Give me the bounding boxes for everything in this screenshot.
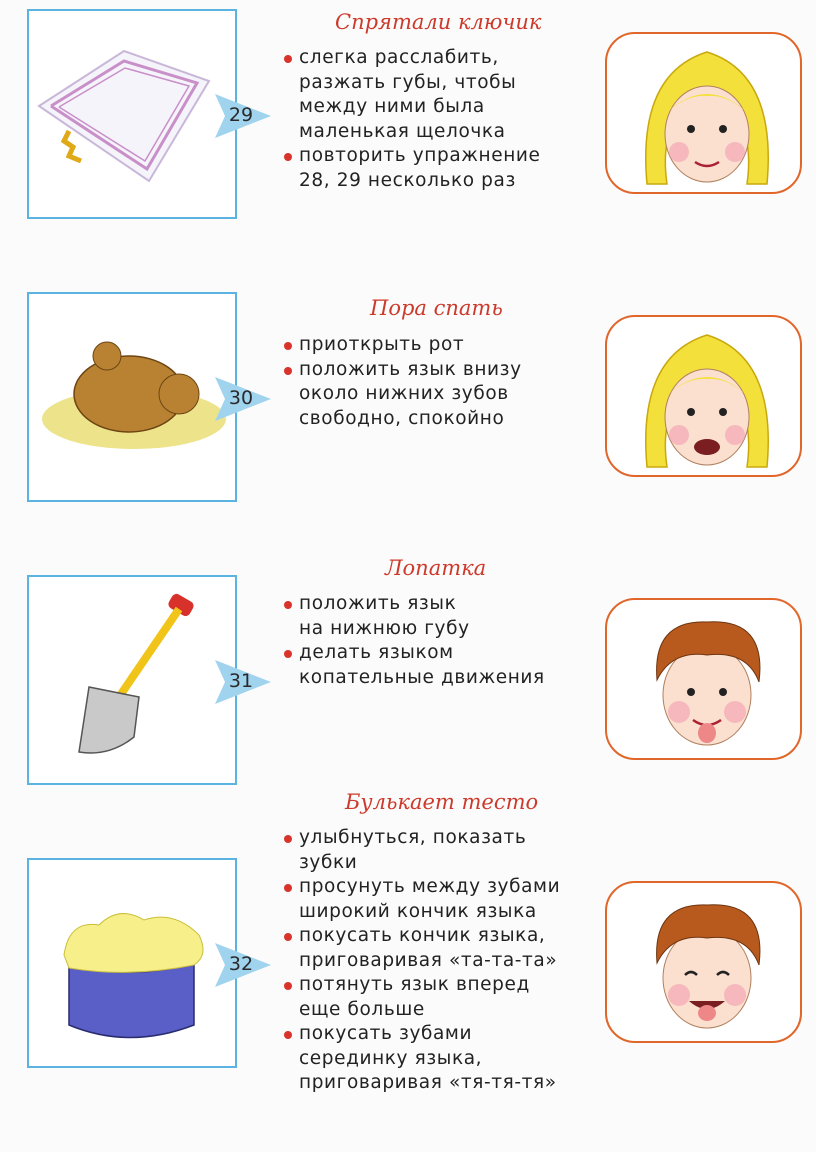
instruction-list [283, 592, 545, 690]
list-item [283, 333, 522, 358]
item-line: слегка расслабить, [299, 47, 499, 68]
list-item [283, 826, 560, 875]
bullet-icon [284, 1031, 292, 1039]
exercise-number: 30 [228, 387, 254, 409]
number-arrow [215, 94, 271, 138]
item-line: 28, 29 несколько раз [299, 169, 516, 191]
exercise-title: Булькает тесто [345, 790, 539, 814]
shovel-icon [29, 577, 239, 787]
bullet-icon [284, 153, 292, 161]
exercise-number: 31 [228, 670, 254, 692]
picture-box [27, 575, 237, 785]
exercise-title: Лопатка [385, 556, 487, 580]
face-box [605, 315, 802, 477]
girl-face-icon [607, 34, 802, 194]
item-line: приоткрыть рот [299, 334, 465, 355]
item-line: покусать зубами [299, 1023, 473, 1044]
face-box [605, 881, 802, 1043]
instruction-list [283, 46, 541, 193]
list-item [283, 592, 545, 641]
item-line: широкий кончик языка [299, 900, 537, 922]
face-box [605, 32, 802, 194]
bullet-icon [284, 650, 292, 658]
boy-face-icon [607, 883, 802, 1043]
item-line: приговаривая «та-та-та» [299, 949, 558, 971]
item-line: положить язык [299, 593, 457, 614]
instruction-list [283, 333, 522, 431]
bullet-icon [284, 55, 292, 63]
bullet-icon [284, 884, 292, 892]
bullet-icon [284, 342, 292, 350]
bullet-icon [284, 933, 292, 941]
bear-cub-icon [29, 294, 239, 504]
handkerchief-icon [29, 11, 239, 221]
item-line: покусать кончик языка, [299, 925, 546, 946]
number-arrow [215, 377, 271, 421]
item-line: свободно, спокойно [299, 407, 505, 429]
list-item [283, 641, 545, 690]
exercise-title: Спрятали ключик [335, 10, 542, 34]
exercise-number: 29 [228, 104, 254, 126]
face-box [605, 598, 802, 760]
list-item [283, 924, 560, 973]
bullet-icon [284, 982, 292, 990]
number-arrow [215, 943, 271, 987]
bullet-icon [284, 835, 292, 843]
item-line: на нижнюю губу [299, 617, 470, 639]
list-item [283, 875, 560, 924]
instruction-list [283, 826, 560, 1096]
item-line: просунуть между зубами [299, 876, 561, 897]
item-line: между ними была [299, 96, 485, 117]
boy-face-icon [607, 600, 802, 760]
bullet-icon [284, 367, 292, 375]
item-line: повторить упражнение [299, 145, 541, 166]
item-line: улыбнуться, показать [299, 827, 527, 848]
bullet-icon [284, 601, 292, 609]
item-line: положить язык внизу [299, 358, 522, 380]
number-arrow [215, 660, 271, 704]
item-line: потянуть язык вперед [299, 974, 530, 995]
item-line: около нижних зубов [299, 383, 509, 404]
pot-icon [29, 860, 239, 1070]
list-item [283, 1022, 560, 1096]
item-line: разжать губы, чтобы [299, 71, 517, 93]
item-line: приговаривая «тя-тя-тя» [299, 1072, 557, 1093]
item-line: копательные движения [299, 666, 545, 688]
list-item [283, 358, 522, 432]
item-line: серединку языка, [299, 1047, 483, 1069]
item-line: еще больше [299, 998, 425, 1020]
list-item [283, 46, 541, 144]
picture-box [27, 9, 237, 219]
picture-box [27, 858, 237, 1068]
exercise-title: Пора спать [370, 296, 503, 320]
picture-box [27, 292, 237, 502]
list-item [283, 973, 560, 1022]
item-line: маленькая щелочка [299, 120, 506, 142]
list-item [283, 144, 541, 193]
item-line: зубки [299, 851, 358, 873]
girl-face-icon [607, 317, 802, 477]
exercise-number: 32 [228, 953, 254, 975]
item-line: делать языком [299, 642, 454, 663]
